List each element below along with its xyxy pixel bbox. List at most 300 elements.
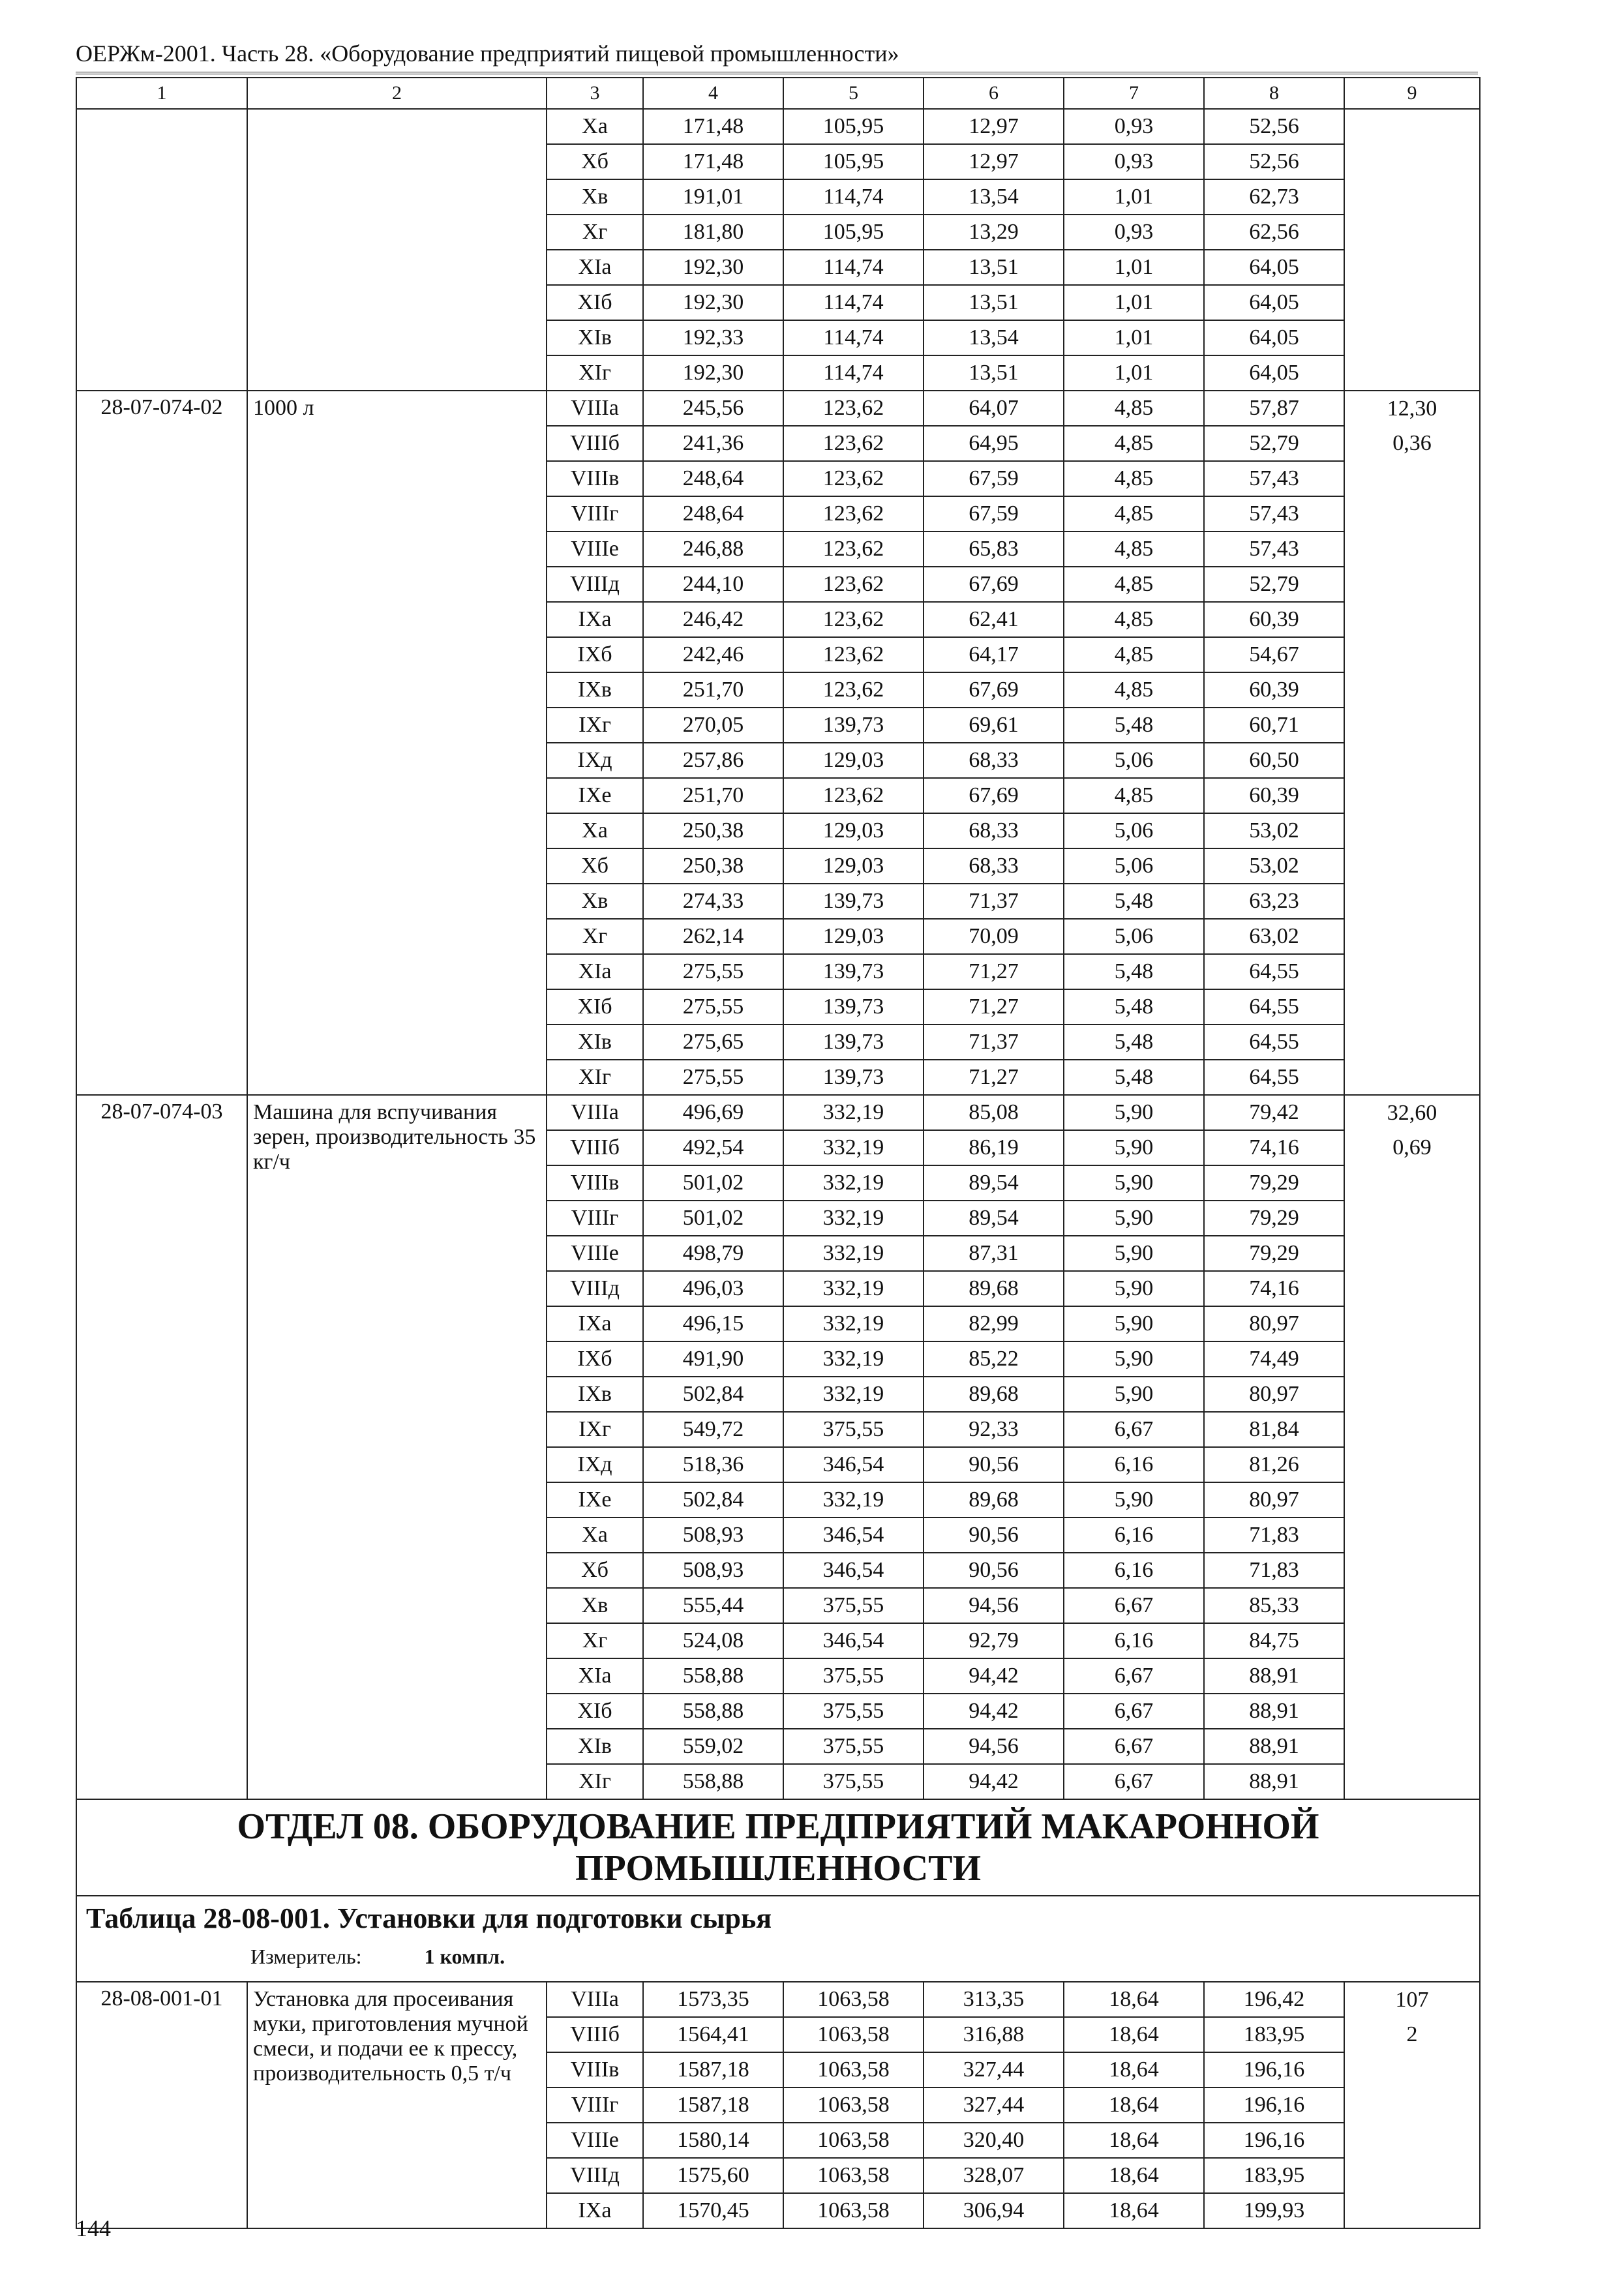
running-header: ОЕРЖм-2001. Часть 28. «Оборудование предприятий пищевой промышленности» [76,39,1478,74]
zone-cell: XIг [547,355,643,391]
col9-empty [1344,1623,1480,1658]
value-cell: 13,51 [924,355,1064,391]
value-cell: 88,91 [1204,1694,1344,1729]
value-cell: 13,54 [924,320,1064,355]
zone-cell: XIб [547,285,643,320]
value-cell: 64,05 [1204,355,1344,391]
col9-empty [1344,179,1480,215]
col9-empty [1344,1764,1480,1799]
value-cell: 332,19 [783,1341,924,1377]
value-cell: 346,54 [783,1553,924,1588]
col9-empty [1344,1060,1480,1095]
value-cell: 12,97 [924,109,1064,144]
value-cell: 64,55 [1204,1025,1344,1060]
col9-empty [1344,144,1480,179]
value-cell: 549,72 [643,1412,783,1447]
col9-empty [1344,1236,1480,1271]
col9-value: 107 [1344,1982,1480,2017]
value-cell: 4,85 [1064,778,1204,813]
value-cell: 71,27 [924,1060,1064,1095]
col9-empty [1344,1482,1480,1518]
row-name [247,109,547,391]
zone-cell: Xб [547,1553,643,1588]
value-cell: 64,05 [1204,250,1344,285]
zone-cell: XIб [547,989,643,1025]
zone-cell: Xг [547,919,643,954]
zone-cell: VIIIг [547,2087,643,2123]
zone-cell: XIа [547,250,643,285]
value-cell: 79,29 [1204,1165,1344,1201]
table-caption-row [76,1896,1480,1982]
value-cell: 114,74 [783,179,924,215]
zone-cell: Xв [547,1588,643,1623]
value-cell: 71,27 [924,989,1064,1025]
value-cell: 123,62 [783,637,924,672]
value-cell: 332,19 [783,1095,924,1130]
value-cell: 89,54 [924,1201,1064,1236]
value-cell: 558,88 [643,1694,783,1729]
value-cell: 90,56 [924,1518,1064,1553]
zone-cell: IXв [547,1377,643,1412]
value-cell: 1,01 [1064,250,1204,285]
value-cell: 63,02 [1204,919,1344,954]
col9-empty [1344,109,1480,144]
value-cell: 274,33 [643,884,783,919]
column-number-8: 8 [1204,78,1344,109]
table-caption-title: Таблица 28-08-001. Установки для подготовки сырья [86,1902,772,1934]
value-cell: 79,29 [1204,1236,1344,1271]
col9-empty [1344,2158,1480,2193]
value-cell: 68,33 [924,743,1064,778]
col9-empty [1344,1165,1480,1201]
zone-cell: VIIIб [547,2017,643,2052]
value-cell: 57,43 [1204,461,1344,496]
zone-cell: XIг [547,1060,643,1095]
column-number-7: 7 [1064,78,1204,109]
value-cell: 90,56 [924,1553,1064,1588]
row-code: 28-07-074-02 [76,391,247,1095]
value-cell: 5,90 [1064,1341,1204,1377]
value-cell: 328,07 [924,2158,1064,2193]
col9-empty [1344,1658,1480,1694]
value-cell: 1587,18 [643,2087,783,2123]
col9-empty [1344,1025,1480,1060]
value-cell: 18,64 [1064,2017,1204,2052]
zone-cell: Xг [547,215,643,250]
value-cell: 5,90 [1064,1271,1204,1306]
value-cell: 67,69 [924,778,1064,813]
value-cell: 89,68 [924,1377,1064,1412]
page-number: 144 [76,2215,111,2241]
value-cell: 275,55 [643,1060,783,1095]
value-cell: 68,33 [924,813,1064,848]
value-cell: 196,42 [1204,1982,1344,2017]
value-cell: 375,55 [783,1588,924,1623]
value-cell: 123,62 [783,672,924,708]
zone-cell: IXа [547,2193,643,2228]
col9-empty [1344,1412,1480,1447]
col9-empty [1344,672,1480,708]
value-cell: 79,29 [1204,1201,1344,1236]
value-cell: 242,46 [643,637,783,672]
zone-cell: VIIIа [547,1095,643,1130]
value-cell: 5,06 [1064,813,1204,848]
value-cell: 524,08 [643,1623,783,1658]
value-cell: 346,54 [783,1623,924,1658]
column-number-3: 3 [547,78,643,109]
value-cell: 1570,45 [643,2193,783,2228]
value-cell: 508,93 [643,1518,783,1553]
section-title: ОТДЕЛ 08. ОБОРУДОВАНИЕ ПРЕДПРИЯТИЙ МАКАРОННОЙ ПРОМЫШЛЕННОСТИ [76,1799,1480,1896]
value-cell: 57,43 [1204,496,1344,531]
col9-value: 32,60 [1344,1095,1480,1130]
column-number-row [76,78,1480,109]
value-cell: 5,90 [1064,1095,1204,1130]
table-row [76,1982,1480,2017]
value-cell: 64,05 [1204,285,1344,320]
value-cell: 67,69 [924,567,1064,602]
zone-cell: VIIIв [547,461,643,496]
value-cell: 6,16 [1064,1553,1204,1588]
zone-cell: IXд [547,1447,643,1482]
col9-value: 12,30 [1344,391,1480,426]
value-cell: 13,29 [924,215,1064,250]
value-cell: 518,36 [643,1447,783,1482]
value-cell: 244,10 [643,567,783,602]
value-cell: 4,85 [1064,672,1204,708]
value-cell: 60,71 [1204,708,1344,743]
value-cell: 105,95 [783,144,924,179]
zone-cell: XIг [547,1764,643,1799]
col9-empty [1344,567,1480,602]
value-cell: 64,55 [1204,954,1344,989]
value-cell: 6,67 [1064,1588,1204,1623]
value-cell: 1587,18 [643,2052,783,2087]
value-cell: 71,83 [1204,1518,1344,1553]
rates-table [76,77,1481,2229]
value-cell: 52,79 [1204,426,1344,461]
value-cell: 375,55 [783,1764,924,1799]
value-cell: 70,09 [924,919,1064,954]
value-cell: 123,62 [783,426,924,461]
value-cell: 18,64 [1064,2087,1204,2123]
col9-empty [1344,1201,1480,1236]
value-cell: 18,64 [1064,2123,1204,2158]
value-cell: 502,84 [643,1482,783,1518]
col9-empty [1344,778,1480,813]
zone-cell: IXд [547,743,643,778]
value-cell: 192,30 [643,250,783,285]
value-cell: 1573,35 [643,1982,783,2017]
col9-empty [1344,1553,1480,1588]
value-cell: 94,42 [924,1658,1064,1694]
value-cell: 6,16 [1064,1447,1204,1482]
zone-cell: VIIIг [547,496,643,531]
value-cell: 496,15 [643,1306,783,1341]
value-cell: 74,16 [1204,1130,1344,1165]
value-cell: 94,56 [924,1588,1064,1623]
row-code: 28-08-001-01 [76,1982,247,2228]
value-cell: 123,62 [783,602,924,637]
zone-cell: VIIIе [547,531,643,567]
value-cell: 5,06 [1064,743,1204,778]
value-cell: 191,01 [643,179,783,215]
value-cell: 88,91 [1204,1729,1344,1764]
value-cell: 320,40 [924,2123,1064,2158]
value-cell: 64,05 [1204,320,1344,355]
value-cell: 6,16 [1064,1518,1204,1553]
value-cell: 1063,58 [783,2193,924,2228]
value-cell: 5,90 [1064,1236,1204,1271]
col9-empty [1344,355,1480,391]
value-cell: 248,64 [643,461,783,496]
value-cell: 558,88 [643,1764,783,1799]
zone-cell: VIIIб [547,426,643,461]
column-number-1: 1 [76,78,247,109]
value-cell: 53,02 [1204,813,1344,848]
value-cell: 64,17 [924,637,1064,672]
column-number-9: 9 [1344,78,1480,109]
value-cell: 5,90 [1064,1377,1204,1412]
value-cell: 4,85 [1064,531,1204,567]
col9-empty [1344,496,1480,531]
value-cell: 85,08 [924,1095,1064,1130]
value-cell: 60,39 [1204,672,1344,708]
col9-empty [1344,531,1480,567]
value-cell: 559,02 [643,1729,783,1764]
value-cell: 54,67 [1204,637,1344,672]
value-cell: 13,51 [924,250,1064,285]
col9-empty [1344,954,1480,989]
value-cell: 241,36 [643,426,783,461]
value-cell: 555,44 [643,1588,783,1623]
value-cell: 257,86 [643,743,783,778]
value-cell: 123,62 [783,496,924,531]
value-cell: 250,38 [643,813,783,848]
zone-cell: VIIIд [547,1271,643,1306]
section-row [76,1799,1480,1896]
value-cell: 4,85 [1064,391,1204,426]
column-number-4: 4 [643,78,783,109]
value-cell: 332,19 [783,1482,924,1518]
value-cell: 129,03 [783,848,924,884]
value-cell: 346,54 [783,1518,924,1553]
col9-empty [1344,708,1480,743]
value-cell: 94,42 [924,1764,1064,1799]
value-cell: 275,65 [643,1025,783,1060]
value-cell: 492,54 [643,1130,783,1165]
value-cell: 87,31 [924,1236,1064,1271]
value-cell: 327,44 [924,2087,1064,2123]
col9-empty [1344,2087,1480,2123]
zone-cell: Xг [547,1623,643,1658]
value-cell: 71,83 [1204,1553,1344,1588]
zone-cell: Xб [547,144,643,179]
value-cell: 1063,58 [783,1982,924,2017]
row-code: 28-07-074-03 [76,1095,247,1799]
value-cell: 79,42 [1204,1095,1344,1130]
zone-cell: IXб [547,637,643,672]
value-cell: 67,59 [924,461,1064,496]
value-cell: 558,88 [643,1658,783,1694]
value-cell: 346,54 [783,1447,924,1482]
value-cell: 250,38 [643,848,783,884]
value-cell: 375,55 [783,1729,924,1764]
value-cell: 18,64 [1064,1982,1204,2017]
value-cell: 196,16 [1204,2052,1344,2087]
value-cell: 6,67 [1064,1729,1204,1764]
value-cell: 1575,60 [643,2158,783,2193]
measure-label: Измеритель: [250,1945,362,1968]
value-cell: 80,97 [1204,1377,1344,1412]
value-cell: 332,19 [783,1130,924,1165]
value-cell: 139,73 [783,954,924,989]
value-cell: 139,73 [783,1025,924,1060]
value-cell: 57,87 [1204,391,1344,426]
zone-cell: IXе [547,778,643,813]
zone-cell: Xа [547,109,643,144]
value-cell: 89,68 [924,1482,1064,1518]
value-cell: 270,05 [643,708,783,743]
value-cell: 171,48 [643,109,783,144]
col9-empty [1344,813,1480,848]
value-cell: 1,01 [1064,320,1204,355]
value-cell: 88,91 [1204,1658,1344,1694]
value-cell: 5,48 [1064,1060,1204,1095]
zone-cell: VIIIб [547,1130,643,1165]
value-cell: 64,55 [1204,989,1344,1025]
value-cell: 129,03 [783,743,924,778]
value-cell: 5,48 [1064,1025,1204,1060]
value-cell: 501,02 [643,1201,783,1236]
value-cell: 123,62 [783,567,924,602]
table-row [76,109,1480,144]
value-cell: 81,84 [1204,1412,1344,1447]
value-cell: 5,90 [1064,1201,1204,1236]
value-cell: 64,95 [924,426,1064,461]
value-cell: 1,01 [1064,179,1204,215]
value-cell: 248,64 [643,496,783,531]
table-row [76,391,1480,426]
value-cell: 4,85 [1064,496,1204,531]
column-number-6: 6 [924,78,1064,109]
col9-empty [1344,1518,1480,1553]
col9-empty [1344,743,1480,778]
value-cell: 88,91 [1204,1764,1344,1799]
value-cell: 251,70 [643,778,783,813]
value-cell: 18,64 [1064,2193,1204,2228]
col9-empty [1344,1341,1480,1377]
value-cell: 196,16 [1204,2123,1344,2158]
value-cell: 306,94 [924,2193,1064,2228]
col9-empty [1344,919,1480,954]
col9-empty [1344,1271,1480,1306]
zone-cell: XIа [547,954,643,989]
zone-cell: VIIIг [547,1201,643,1236]
col9-empty [1344,637,1480,672]
value-cell: 71,37 [924,884,1064,919]
value-cell: 245,56 [643,391,783,426]
value-cell: 502,84 [643,1377,783,1412]
value-cell: 52,79 [1204,567,1344,602]
value-cell: 105,95 [783,215,924,250]
value-cell: 375,55 [783,1412,924,1447]
value-cell: 1063,58 [783,2123,924,2158]
col9-value: 2 [1344,2017,1480,2052]
value-cell: 192,30 [643,285,783,320]
value-cell: 74,16 [1204,1271,1344,1306]
value-cell: 64,55 [1204,1060,1344,1095]
zone-cell: IXг [547,1412,643,1447]
value-cell: 1063,58 [783,2087,924,2123]
zone-cell: VIIIа [547,1982,643,2017]
column-number-5: 5 [783,78,924,109]
value-cell: 5,06 [1064,848,1204,884]
col9-empty [1344,250,1480,285]
zone-cell: VIIIа [547,391,643,426]
value-cell: 246,88 [643,531,783,567]
col9-empty [1344,320,1480,355]
value-cell: 62,73 [1204,179,1344,215]
col9-empty [1344,215,1480,250]
zone-cell: Xв [547,179,643,215]
zone-cell: IXв [547,672,643,708]
zone-cell: VIIIе [547,2123,643,2158]
value-cell: 81,26 [1204,1447,1344,1482]
value-cell: 18,64 [1064,2158,1204,2193]
col9-empty [1344,989,1480,1025]
value-cell: 275,55 [643,989,783,1025]
value-cell: 6,67 [1064,1694,1204,1729]
value-cell: 192,30 [643,355,783,391]
value-cell: 316,88 [924,2017,1064,2052]
value-cell: 6,67 [1064,1658,1204,1694]
value-cell: 0,93 [1064,109,1204,144]
value-cell: 52,56 [1204,109,1344,144]
value-cell: 375,55 [783,1658,924,1694]
value-cell: 85,22 [924,1341,1064,1377]
value-cell: 67,69 [924,672,1064,708]
value-cell: 496,69 [643,1095,783,1130]
value-cell: 496,03 [643,1271,783,1306]
zone-cell: VIIIв [547,2052,643,2087]
value-cell: 313,35 [924,1982,1064,2017]
value-cell: 89,54 [924,1165,1064,1201]
value-cell: 275,55 [643,954,783,989]
value-cell: 183,95 [1204,2017,1344,2052]
col9-empty [1344,2123,1480,2158]
zone-cell: Xа [547,813,643,848]
value-cell: 89,68 [924,1271,1064,1306]
zone-cell: IXе [547,1482,643,1518]
value-cell: 251,70 [643,672,783,708]
value-cell: 1564,41 [643,2017,783,2052]
value-cell: 52,56 [1204,144,1344,179]
value-cell: 71,27 [924,954,1064,989]
value-cell: 129,03 [783,919,924,954]
value-cell: 5,90 [1064,1130,1204,1165]
col9-empty [1344,1447,1480,1482]
col9-empty [1344,1306,1480,1341]
value-cell: 5,90 [1064,1482,1204,1518]
value-cell: 139,73 [783,989,924,1025]
value-cell: 4,85 [1064,426,1204,461]
zone-cell: IXг [547,708,643,743]
zone-cell: VIIIе [547,1236,643,1271]
value-cell: 5,90 [1064,1165,1204,1201]
col9-empty [1344,1694,1480,1729]
col9-empty [1344,1377,1480,1412]
